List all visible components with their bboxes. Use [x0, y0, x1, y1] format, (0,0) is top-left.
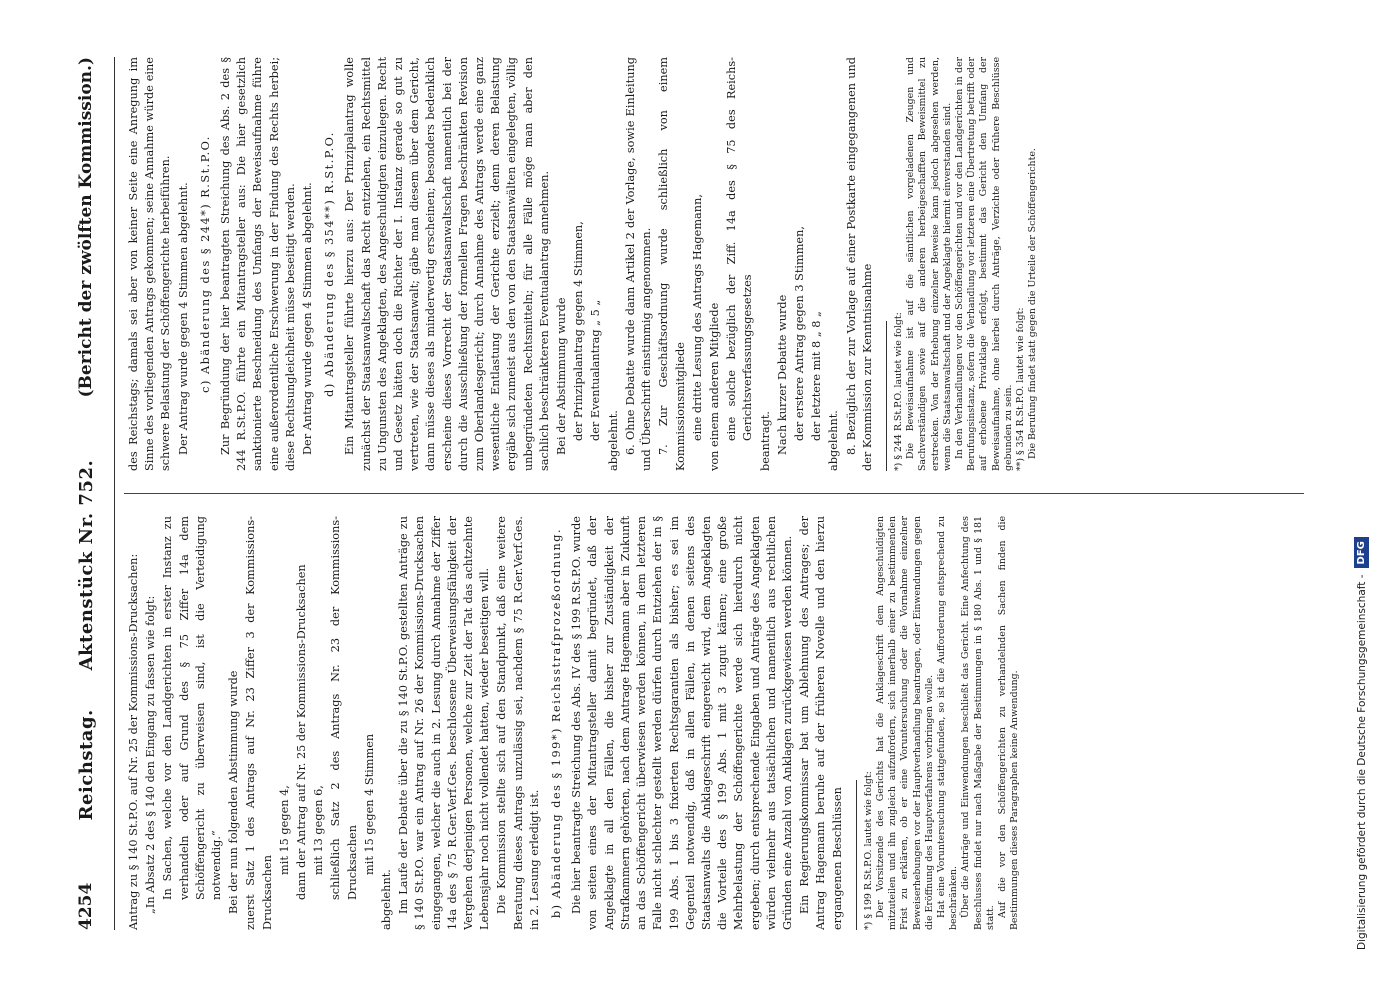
credit-text: Digitalisierung gefördert durch die Deutsche Forschungsgemeinschaft - — [1355, 574, 1368, 950]
dfg-logo: DFG — [1354, 537, 1369, 568]
document-page — [58, 57, 1308, 930]
quoted-text: In Sachen, welche vor den Landgerichten in erster Instanz zu verhandeln oder auf Grund des § 75 Ziffer 14a dem Schöffengericht zu überweisen sind, ist die Verteidigung notwendig.“ — [161, 516, 224, 900]
footnote-line: **) § 354 R.St.P.O. lautet wie folgt: — [1014, 307, 1026, 471]
paragraph: Bei der Abstimmung wurde — [555, 297, 569, 455]
vote-result: mit 15 gegen 4, — [277, 785, 291, 875]
paragraph: dann der Antrag auf Nr. 25 der Kommissions-Drucksachen — [295, 564, 309, 900]
paragraph: des Reichstags; damals sei aber von keiner Seite eine Anregung im Sinne des vorliegenden Antrags gekommen; seine Annahme würde eine schwere Belastung der Schöffengerichte herbeiführen. — [127, 57, 173, 471]
paragraph: Der Antrag wurde gegen 4 Stimmen abgelehnt. — [176, 182, 190, 455]
footnote-line: Der Vorsitzende des Gerichts hat die Anklageschrift dem Angeschuldigten mitzuteilen und ihn zugleich aufzufordern, sich innerhalb einer zu bestimmenden Frist zu erklären, ob er eine Voruntersuchung oder die Vornahme einzelner Beweiserhebungen vor der Hauptverhandlung beantragen, oder Einwendungen gegen die Eröffnung des Hauptverfahrens vorbringen wolle. — [874, 516, 935, 930]
section-heading: b) Abänderung des § 199*) Reichsstrafprozeßordnung. — [550, 527, 564, 919]
vote-result: der letztere mit 8 „ 8 „ — [810, 311, 824, 441]
section-heading: c) Abänderung des § 244*) R.St.P.O. — [198, 135, 212, 393]
paragraph: Zur Begründung der hier beantragten Streichung des Abs. 2 des § 244 R.St.P.O. führte ein Mitantragsteller aus: Die hier gesetzlich sanktionierte Beschneidung des Umfangs der Beweisaufnahme führe eine außerordentliche Erschwerung in der Findung des Rechts herbei; diese Rechtsungleichheit müsse beseitigt werden. — [219, 57, 297, 471]
footnote-line: Über die Anträge und Einwendungen beschließt das Gericht. Eine Anfechtung des Beschlusses findet nur nach Maßgabe der Bestimmungen in § 180 Abs. 1 und § 181 statt. — [960, 516, 996, 930]
paragraph: 7. Zur Geschäftsordnung wurde schließlich von einem Kommissionsmitgliede — [657, 57, 687, 471]
footnote-divider — [886, 321, 887, 471]
paragraph: Die hier beantragte Streichung des Abs. IV des § 199 R.St.P.O. wurde von seiten eines der Mitantragsteller damit begründet, daß der Angeklagte in all den Fällen, die bisher zur Zuständigkeit der Strafkammern gehörten, nach dem Antrage Hagemann aber in Zukunft an das Schöffengericht überwiesen werden können, in dem letzteren Falle nicht schlechter gestellt werden dürfen durch Entziehen der in § 199 Abs. 1 bis 3 fixierten Rechtsgarantien als bisher; es sei im Gegenteil notwendig, daß in allen Fällen, in denen seitens des Staatsanwalts die Anklageschrift eingereicht wird, dem Angeklagten die Vorteile des § 199 Abs. 1 mit 3 zugut kämen; eine große Mehrbelastung der Schöffengerichte werde sich hierdurch nicht ergeben; durch entsprechende Eingaben und Anträge des Angeklagten würden vielmehr aus tatsächlichen und namentlich aus rechtlichen Gründen eine Anzahl von Anklagen zurückgewiesen werden können. — [570, 516, 794, 930]
paragraph: eine solche bezüglich der Ziff. 14a des § 75 des Reichs-Gerichtsverfassungsgesetzes — [725, 57, 755, 441]
vote-result: der Eventualantrag „ 5 „ — [589, 299, 603, 441]
paragraph: von einem anderen Mitgliede — [707, 302, 721, 471]
right-column — [126, 57, 1306, 471]
paragraph: abgelehnt. — [380, 869, 394, 930]
footnote-line: Auf die vor den Schöffengerichten zu verhandelnden Sachen finden die Bestimmungen dieses Paragraphen keine Anwendung. — [996, 516, 1021, 930]
footnote-line: *) § 244 R.St.P.O. lautet wie folgt: — [892, 312, 904, 471]
footnote — [893, 57, 1039, 471]
header-right-title: (Bericht der zwölften Kommission.) — [76, 57, 96, 398]
vote-result: mit 13 gegen 6, — [312, 785, 326, 875]
paragraph: 8. Bezüglich der zur Vorlage auf einer Postkarte eingegangenen und der Kommission zur Kenntnisnahme — [844, 57, 874, 471]
paragraph: zuerst Satz 1 des Antrags auf Nr. 23 Ziffer 3 der Kommissions-Drucksachen — [244, 516, 274, 930]
paragraph: schließlich Satz 2 des Antrags Nr. 23 der Kommissions-Drucksachen — [329, 516, 359, 900]
paragraph: abgelehnt. — [606, 410, 620, 471]
footnote-line: Hat eine Voruntersuchung stattgefunden, so ist die Aufforderung entsprechend zu beschränken. — [935, 516, 960, 930]
column-divider — [124, 493, 1304, 494]
vote-result: der erstere Antrag gegen 3 Stimmen, — [792, 226, 806, 441]
paragraph: abgelehnt. — [827, 410, 841, 471]
footnote-line: *) § 199 R.St.P.O. lautet wie folgt: — [862, 771, 874, 930]
header-document-title: Aktenstück Nr. 752. — [75, 459, 97, 671]
vote-result: der Prinzipalantrag gegen 4 Stimmen, — [572, 221, 586, 441]
page-number: 4254 — [76, 882, 96, 930]
footnote-line: In den Verhandlungen vor den Schöffengerichten und vor den Landgerichten in der Berufungsinstanz, sofern die Verhandlung vor letzteren eine Übertretung betrifft oder auf erhobene Privatklage erfolgt, bestimmt das Gericht den Umfang der Beweisaufnahme, ohne hierbei durch Anträge, Verzichte oder frühere Beschlüsse gebunden zu sein. — [953, 57, 1014, 471]
header-left-title: Reichstag. — [75, 709, 97, 821]
header-center — [76, 444, 97, 837]
paragraph: eine dritte Lesung des Antrags Hagemann, — [690, 194, 704, 441]
paragraph: Der Antrag wurde gegen 4 Stimmen abgelehnt. — [301, 182, 315, 455]
footnote-line: Die Berufung findet statt gegen die Urteile der Schöffengerichte. — [1027, 148, 1039, 459]
paragraph: Ein Mitantragsteller führte hierzu aus: Der Prinzipalantrag wolle zunächst der Staatsanwaltschaft das Recht entziehen, ein Rechtsmittel zu Ungunsten des Angeklagten, des Angeschuldigten einzulegen. Recht und Gesetz hätten doch die Richter der I. Instanz gerade so gut zu vertreten, wie der Staatsanwalt; gäbe man diesem über dem Gericht, dann müsse dieses als minderwertig erscheinen; besonders bedenklich erscheine dieses Vorrecht der Staatsanwaltschaft namentlich bei der durch die Ausschließung der formellen Fragen beschränkten Revision zum Oberlandesgericht; durch Annahme des Antrags werde eine ganz wesentliche Entlastung der Gerichte erzielt; denn deren Belastung ergäbe sich zumeist aus den von den Staatsanwälten eingelegten, völlig unbegründeten Rechtsmitteln; für alle Fälle möge man aber den sachlich beschränkteren Eventualantrag annehmen. — [343, 57, 551, 471]
footnote-divider — [856, 780, 857, 930]
page-header — [58, 57, 115, 930]
paragraph: Ein Regierungskommissar bat um Ablehnung des Antrages; der Antrag Hagemann beruhe auf der früheren Novelle und den hierzu ergangenen Beschlüssen — [798, 516, 844, 930]
paragraph: Im Laufe der Debatte über die zu § 140 St.P.O. gestellten Anträge zu § 140 St.P.O. war ein Antrag auf Nr. 26 der Kommissions-Drucksachen eingegangen, welcher die auch in 2. Lesung durch Annahme der Ziffer 14a des § 75 R.Ger.Verf.Ges. beschlossene Überweisungsfähigkeit der Vergehen derjenigen Personen, welche zur Zeit der Tat das achtzehnte Lebensjahr noch nicht vollendet hatten, wieder beseitigen will. — [397, 516, 492, 930]
paragraph: 6. Ohne Debatte wurde dann Artikel 2 der Vorlage, sowie Einleitung und Überschrift einstimmig angenommen. — [623, 57, 654, 471]
paragraph: Die Kommission stellte sich auf den Standpunkt, daß eine weitere Beratung dieses Antrags unzulässig sei, nachdem § 75 R.Ger.Verf.Ges. in 2. Lesung erledigt ist. — [495, 516, 541, 930]
paragraph: Bei der nun folgenden Abstimmung wurde — [227, 670, 241, 914]
paragraph: „In Absatz 2 des § 140 den Eingang zu fassen wie folgt: — [144, 595, 158, 914]
digitization-credit — [1354, 537, 1369, 950]
vote-result: mit 15 gegen 4 Stimmen — [362, 733, 376, 875]
section-heading: d) Abänderung des § 354**) R.St.P.O. — [323, 131, 337, 397]
paragraph: beantragt. — [758, 411, 772, 471]
footnote-line: Die Beweisaufnahme ist auf die sämtlichen vorgeladenen Zeugen und Sachverständigen sowie auf die anderen herbeigeschafften Beweismittel zu erstrecken. Von der Erhebung einzelner Beweise kann jedoch abgesehen werden, wenn die Staatsanwaltschaft und der Angeklagte hiermit einverstanden sind. — [905, 57, 953, 471]
left-column — [126, 516, 1306, 930]
footnote — [863, 516, 1022, 930]
paragraph: Nach kurzer Debatte wurde — [775, 294, 789, 455]
paragraph: Antrag zu § 140 St.P.O. auf Nr. 25 der Kommissions-Drucksachen: — [127, 553, 140, 930]
